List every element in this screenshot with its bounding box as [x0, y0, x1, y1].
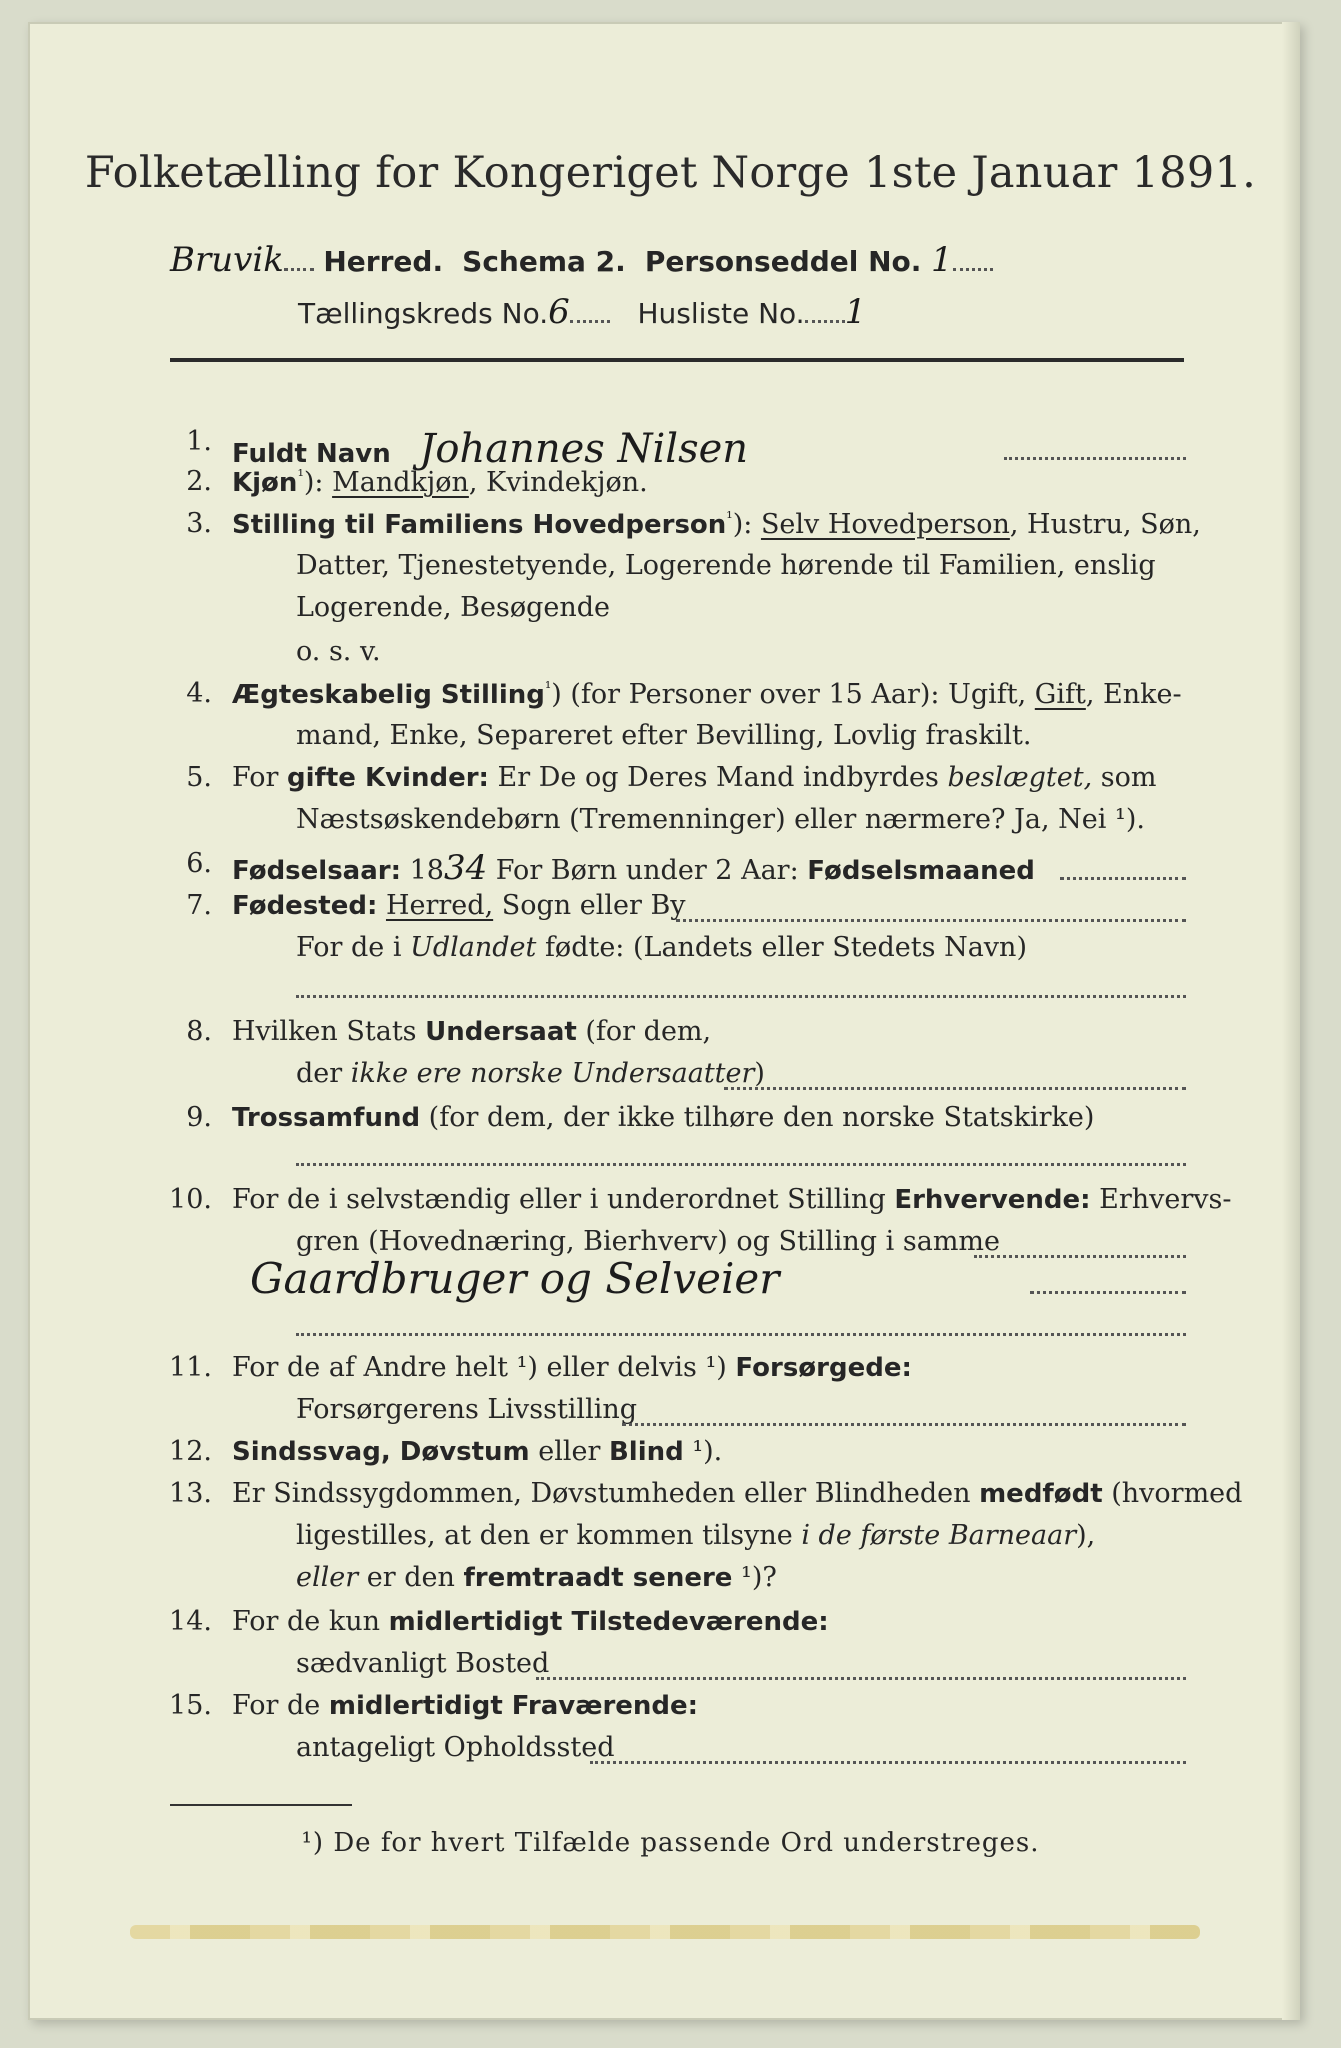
q9-label: Trossamfund	[232, 1103, 421, 1133]
form-title: Folketælling for Kongeriget Norge 1ste Januar 1891.	[84, 148, 1257, 198]
q7-line2: For de i Udlandet fødte: (Landets eller Stedets Navn)	[296, 932, 1027, 963]
q15-row: For de midlertidigt Fraværende:	[232, 1690, 699, 1721]
q6-label2: Fødselsmaaned	[807, 856, 1035, 886]
q9-answer-line	[296, 1162, 1186, 1166]
q1-value: Johannes Nilsen	[419, 426, 749, 472]
q10-number: 10.	[169, 1184, 212, 1215]
q12-label2: Blind	[608, 1437, 684, 1467]
q8-row: Hvilken Stats Undersaat (for dem,	[232, 1016, 712, 1047]
q10-line2: gren (Hovednæring, Bierhverv) og Stilling i samme	[296, 1226, 1001, 1257]
q8-number: 8.	[186, 1016, 212, 1047]
q14-dots	[536, 1676, 1186, 1680]
q13-row: Er Sindssygdommen, Døvstumheden eller Blindheden medfødt (hvormed	[232, 1478, 1243, 1509]
q12-row: Sindssvag, Døvstum eller Blind ¹).	[232, 1436, 723, 1467]
q1-dots	[1004, 456, 1186, 460]
q13-line3: eller er den fremtraadt senere ¹)?	[296, 1562, 777, 1593]
q4-label: Ægteskabelig Stilling	[232, 680, 545, 710]
q3-label: Stilling til Familiens Hovedperson	[232, 510, 727, 540]
q4-number: 4.	[186, 678, 212, 709]
q3-line2: Datter, Tjenestetyende, Logerende hørende til Familien, enslig	[296, 550, 1156, 581]
q7-number: 7.	[186, 890, 212, 921]
q6-label: Fødselsaar:	[232, 856, 401, 886]
kreds-label: Tællingskreds No.	[298, 297, 549, 330]
q2-number: 2.	[186, 466, 212, 497]
q10-dots-2	[1030, 1290, 1186, 1294]
q11-number: 11.	[169, 1352, 212, 1383]
q6-row: Fødselsaar: 1834 For Børn under 2 Aar: Fødselsmaaned	[232, 848, 1035, 888]
q10-answer-line	[296, 1332, 1186, 1336]
q4-line2: mand, Enke, Separeret efter Bevilling, Lovlig fraskilt.	[296, 720, 1032, 751]
q11-label: Forsørgede:	[735, 1353, 912, 1383]
paper-edge	[1282, 22, 1300, 2020]
personseddel-label: Personseddel No.	[644, 245, 922, 278]
q13-number: 13.	[169, 1478, 212, 1509]
q4-selected-option: Gift	[1034, 679, 1086, 710]
husliste-label: Husliste No.	[637, 297, 805, 330]
q11-dots	[622, 1422, 1186, 1426]
q11-line2: Forsørgerens Livsstilling	[296, 1394, 638, 1425]
q7-dots	[676, 918, 1186, 922]
q10-row: For de i selvstændig eller i underordnet Stilling Erhvervende: Erhvervs-	[232, 1184, 1232, 1215]
q15-number: 15.	[169, 1690, 212, 1721]
q15-dots	[590, 1760, 1186, 1764]
q4-row: Ægteskabelig Stilling$^{^1}$) (for Personer over 15 Aar): Ugift, Gift, Enke-	[232, 678, 1182, 710]
q3-selected-option: Selv Hovedperson	[760, 509, 1010, 540]
personseddel-value: 1	[930, 240, 953, 280]
q6-value: 34	[443, 848, 488, 888]
q2-row: Kjøn$^{^1}$): Mandkjøn, Kvindekjøn.	[232, 466, 648, 498]
q3-row: Stilling til Familiens Hovedperson$^{^1}$): Selv Hovedperson, Hustru, Søn,	[232, 508, 1201, 540]
q2-selected-option: Mandkjøn	[332, 467, 469, 498]
header-line-herred	[170, 240, 993, 280]
q7-row: Fødested: Herred, Sogn eller By	[232, 890, 686, 921]
q13-label: medfødt	[979, 1479, 1103, 1509]
q8-line2: der ikke ere norske Undersaatter)	[296, 1058, 765, 1089]
q2-label: Kjøn	[232, 468, 298, 498]
q3-line4: o. s. v.	[296, 636, 381, 667]
q5-line2: Næstsøskendebørn (Tremenninger) eller nærmere? Ja, Nei ¹).	[296, 804, 1145, 835]
q7-selected-option: Herred,	[385, 890, 494, 921]
q1-label: Fuldt Navn	[232, 439, 391, 469]
q10-value: Gaardbruger og Selveier	[250, 1254, 780, 1303]
q9-number: 9.	[186, 1102, 212, 1133]
q12-number: 12.	[169, 1436, 212, 1467]
q10-dots	[974, 1254, 1186, 1258]
kreds-value: 6	[548, 292, 570, 332]
herred-value: Bruvik	[170, 240, 284, 280]
q14-number: 14.	[169, 1606, 212, 1637]
q7-label: Fødested:	[232, 891, 378, 921]
header-line-kreds	[298, 292, 866, 332]
q9-row: Trossamfund (for dem, der ikke tilhøre den norske Statskirke)	[232, 1102, 1095, 1133]
q14-row: For de kun midlertidigt Tilstedeværende:	[232, 1606, 829, 1637]
schema-label: Schema 2.	[462, 245, 626, 278]
q12-label: Sindssvag, Døvstum	[232, 1437, 530, 1467]
q13-line2: ligestilles, at den er kommen tilsyne i de første Barneaar),	[296, 1520, 1096, 1551]
q3-number: 3.	[186, 508, 212, 539]
paper-binding-strip	[130, 1925, 1200, 1939]
q6-dots	[1060, 876, 1186, 880]
header-rule	[170, 358, 1184, 362]
footnote: ¹) De for hvert Tilfælde passende Ord understreges.	[301, 1828, 1040, 1858]
husliste-value: 1	[844, 292, 867, 332]
q14-label: midlertidigt Tilstedeværende:	[388, 1607, 829, 1637]
q15-line2: antageligt Opholdssted	[296, 1732, 615, 1763]
q5-number: 5.	[186, 762, 212, 793]
q10-label: Erhvervende:	[894, 1185, 1091, 1215]
herred-label: Herred.	[323, 245, 444, 278]
q6-number: 6.	[186, 848, 212, 879]
footnote-rule	[170, 1804, 352, 1806]
q11-row: For de af Andre helt ¹) eller delvis ¹) Forsørgede:	[232, 1352, 912, 1383]
q14-line2: sædvanligt Bosted	[296, 1648, 550, 1679]
q1-number: 1.	[186, 426, 212, 457]
q7-answer-line	[296, 994, 1186, 998]
q5-row: For gifte Kvinder: Er De og Deres Mand indbyrdes beslægtet, som	[232, 762, 1157, 793]
q5-label: gifte Kvinder:	[287, 763, 489, 793]
q3-line3: Logerende, Besøgende	[296, 592, 610, 623]
q8-label: Undersaat	[425, 1017, 577, 1047]
q8-dots	[724, 1086, 1186, 1090]
q15-label: midlertidigt Fraværende:	[328, 1691, 699, 1721]
